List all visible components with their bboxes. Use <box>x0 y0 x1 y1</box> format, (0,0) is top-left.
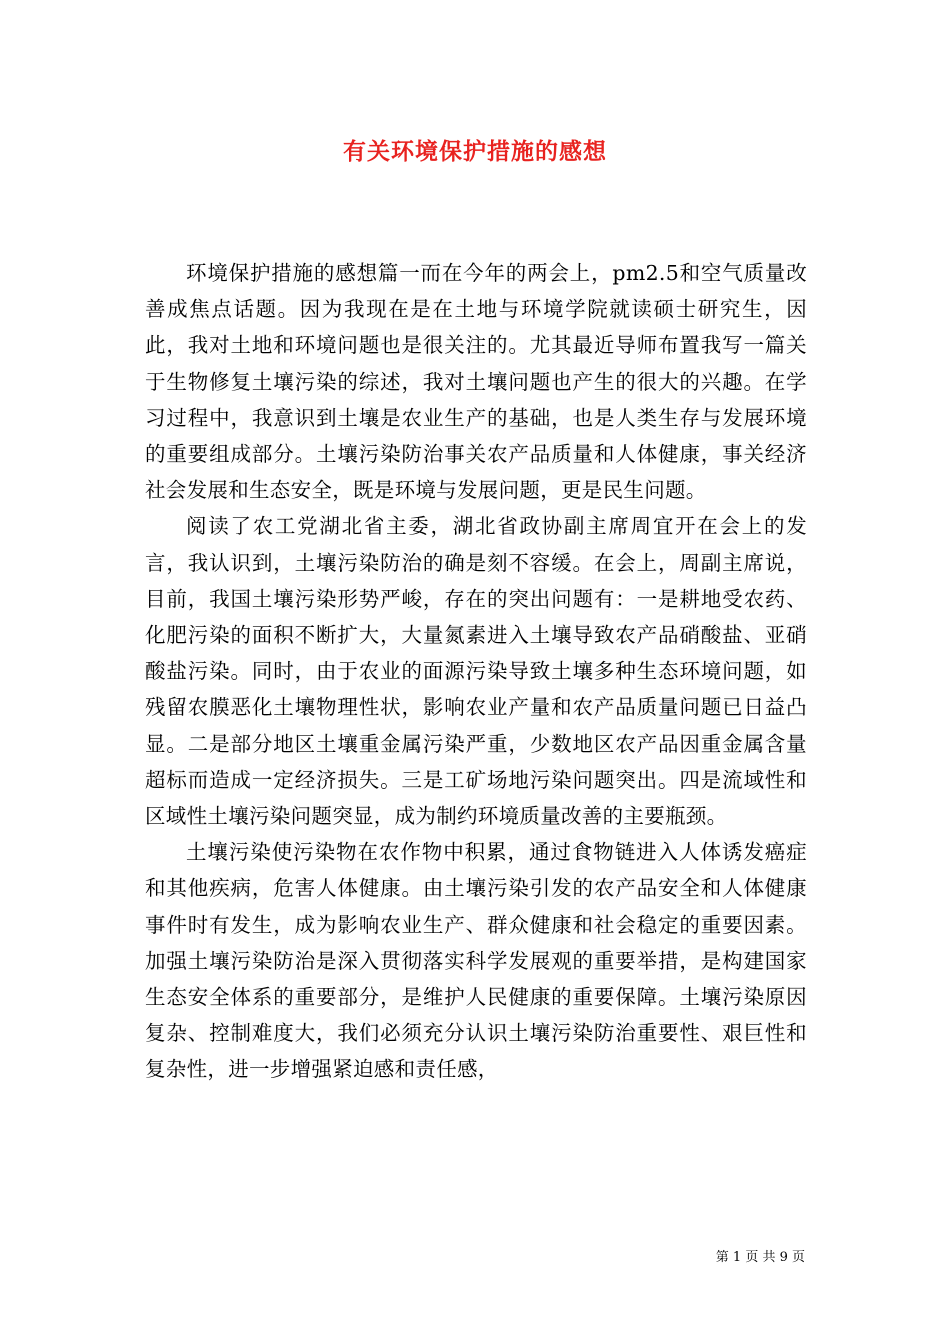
paragraph-2: 阅读了农工党湖北省主委，湖北省政协副主席周宜开在会上的发言，我认识到，土壤污染防治的确是刻不容缓。在会上，周副主席说，目前，我国土壤污染形势严峻，存在的突出问题有：一是耕地受农药、化肥污染的面积不断扩大，大量氮素进入土壤导致农产品硝酸盐、亚硝酸盐污染。同时，由于农业的面源污染导致土壤多种生态环境问题，如残留农膜恶化土壤物理性状，影响农业产量和农产品质量问题已日益凸显。二是部分地区土壤重金属污染严重，少数地区农产品因重金属含量超标而造成一定经济损失。三是工矿场地污染问题突出。四是流域性和区域性土壤污染问题突显，成为制约环境质量改善的主要瓶颈。 <box>145 514 807 829</box>
page-number-footer: 第 1 页 共 9 页 <box>715 1250 805 1265</box>
paragraph-3: 土壤污染使污染物在农作物中积累，通过食物链进入人体诱发癌症和其他疾病，危害人体健康。由土壤污染引发的农产品安全和人体健康事件时有发生，成为影响农业生产、群众健康和社会稳定的重要因素。加强土壤污染防治是深入贯彻落实科学发展观的重要举措，是构建国家生态安全体系的重要部分，是维护人民健康的重要保障。土壤污染原因复杂、控制难度大，我们必须充分认识土壤污染防治重要性、艰巨性和复杂性，进一步增强紧迫感和责任感， <box>145 840 807 1082</box>
document-body <box>145 255 807 1088</box>
page-title: 有关环境保护措施的感想 <box>343 138 607 165</box>
paragraph-1: 环境保护措施的感想篇一而在今年的两会上，pm2.5和空气质量改善成焦点话题。因为我现在是在土地与环境学院就读硕士研究生，因此，我对土地和环境问题也是很关注的。尤其最近导师布置我写一篇关于生物修复土壤污染的综述，我对土壤问题也产生的很大的兴趣。在学习过程中，我意识到土壤是农业生产的基础，也是人类生存与发展环境的重要组成部分。土壤污染防治事关农产品质量和人体健康，事关经济社会发展和生态安全，既是环境与发展问题，更是民生问题。 <box>145 261 807 503</box>
